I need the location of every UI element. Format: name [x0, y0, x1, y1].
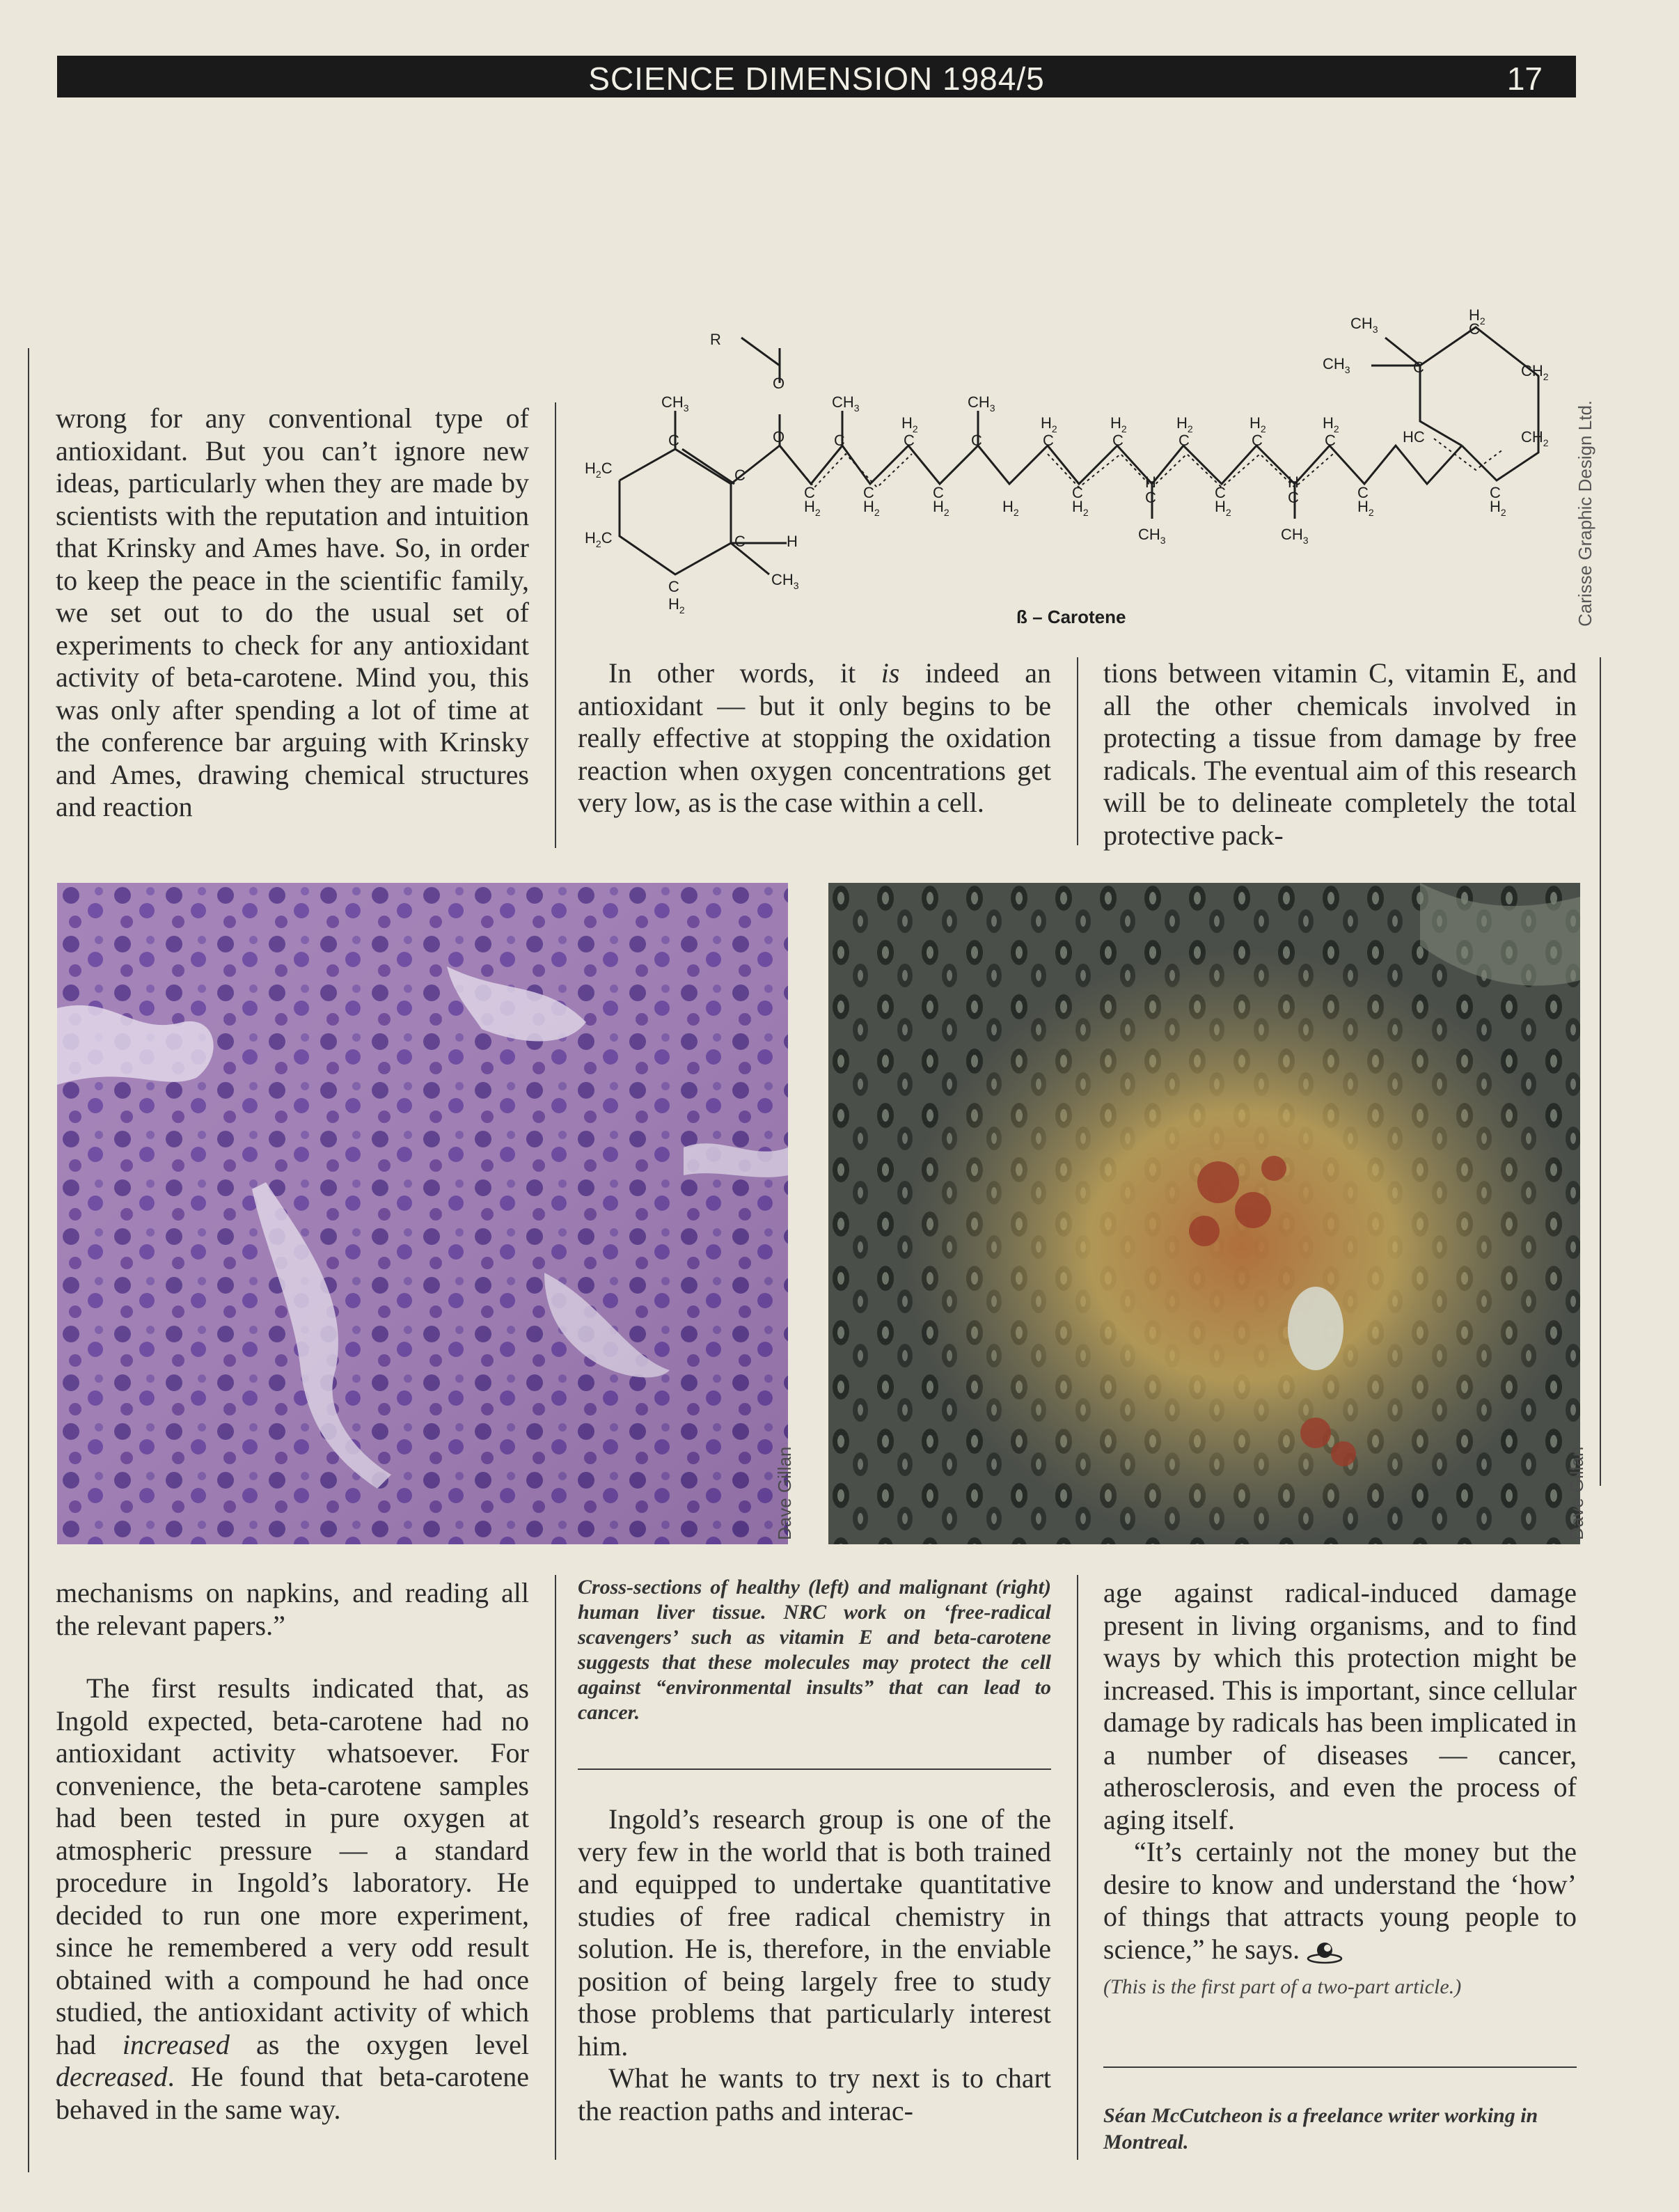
column-divider	[555, 402, 556, 848]
byline-rule	[1103, 2066, 1577, 2068]
svg-text:C: C	[904, 432, 915, 449]
svg-text:H2: $H_2$	[1250, 414, 1266, 434]
svg-text:C: C	[1469, 320, 1480, 338]
svg-text:H2: $H_2$	[804, 498, 821, 518]
svg-text:H2: $H_2$	[668, 595, 685, 615]
svg-text:H: H	[1288, 473, 1299, 491]
svg-text:C: C	[1145, 489, 1156, 506]
svg-text:H2C: $H_2C$	[585, 529, 613, 549]
svg-text:H2: $H_2$	[1323, 414, 1339, 434]
column-divider	[1077, 1575, 1078, 2160]
caption-rule	[578, 1768, 1051, 1770]
svg-text:C: C	[734, 466, 746, 484]
svg-text:H2: $H_2$	[1357, 498, 1374, 518]
science-dimension-end-icon	[1307, 1939, 1343, 1964]
svg-text:R: R	[710, 331, 721, 348]
svg-text:H2: $H_2$	[901, 414, 918, 434]
article-note: (This is the first part of a two-part article.)	[1103, 1975, 1462, 1998]
svg-text:CH3: $CH_3$	[661, 393, 689, 414]
photo-credit-left: Dave Gillan	[774, 1446, 795, 1540]
paragraph: “It’s certainly not the money but the desire to know and understand the ‘how’ of things that attracts young people to science,” he says.	[1103, 1836, 1577, 1965]
column-1-top	[56, 402, 529, 824]
svg-text:H2: $H_2$	[863, 498, 880, 518]
svg-text:O: O	[773, 428, 785, 446]
svg-text:C: C	[1179, 432, 1190, 449]
svg-text:C: C	[1112, 432, 1124, 449]
svg-text:H2: $H_2$	[1469, 306, 1485, 327]
svg-text:CH3: $CH_3$	[1281, 526, 1309, 546]
svg-text:H2: $H_2$	[1041, 414, 1057, 434]
page-number: 17	[1506, 61, 1543, 97]
paragraph: The first results indicated that, as Ingold expected, beta-carotene had no antioxidant activity whatsoever. For convenience, the beta-carotene samples had been tested in pure oxygen at atmospheric pressure — a standard procedure in Ingold’s laboratory. He decided to run one more experiment, since he remembered a very odd result obtained with a compound he had once studied, the antioxidant activity of which had increased as the oxygen level decreased. He found that beta-carotene behaved in the same way.	[56, 1672, 529, 2125]
svg-text:C: C	[1413, 359, 1424, 376]
svg-text:CH3: $CH_3$	[1350, 315, 1378, 335]
photo-credit-right: Dave Gillan	[1566, 1446, 1587, 1540]
svg-text:C: C	[1325, 432, 1336, 449]
column-3-bottom	[1103, 1577, 1577, 2004]
column-3-top	[1103, 657, 1577, 852]
paragraph: In other words, it is indeed an antioxidant — but it only begins to be really effective at stopping the oxidation reaction when oxygen concentrations get very low, as is the case within a cell.	[578, 657, 1051, 818]
column-2-bottom	[578, 1803, 1051, 2127]
svg-text:C: C	[668, 578, 679, 595]
svg-text:CH3: $CH_3$	[832, 393, 860, 414]
column-divider	[555, 1575, 556, 2160]
paragraph: mechanisms on napkins, and reading all the relevant papers.”	[56, 1577, 529, 1641]
svg-text:CH2: $CH_2$	[1521, 428, 1549, 448]
svg-text:C: C	[1072, 484, 1083, 501]
column-divider	[1077, 657, 1078, 845]
svg-text:O: O	[773, 375, 785, 392]
paragraph: age against radical-induced damage present in living organisms, and to find ways by which this protection might be increased. This is important, since cellular damage by radicals has been implicated in a number of diseases — cancer, atherosclerosis, and even the process of aging itself.	[1103, 1577, 1577, 1835]
svg-text:CH3: $CH_3$	[771, 571, 799, 591]
svg-text:C: C	[1252, 432, 1263, 449]
magazine-title: SCIENCE DIMENSION 1984/5	[588, 61, 1045, 97]
svg-text:C: C	[1357, 484, 1369, 501]
svg-text:C: C	[971, 432, 982, 449]
column-divider	[1600, 657, 1601, 1486]
svg-text:C: C	[1288, 489, 1299, 506]
svg-text:H2: $H_2$	[1002, 498, 1019, 518]
svg-text:H: H	[787, 533, 798, 550]
malignant-liver-tissue-photo	[828, 883, 1580, 1544]
svg-text:CH3: $CH_3$	[1323, 355, 1350, 375]
svg-text:C: C	[734, 533, 746, 550]
column-1-bottom	[56, 1577, 529, 2126]
healthy-liver-tissue-photo	[57, 883, 788, 1544]
svg-text:C: C	[1490, 484, 1501, 501]
svg-text:C: C	[863, 484, 874, 501]
column-2-top	[578, 657, 1051, 819]
svg-text:C: C	[804, 484, 815, 501]
beta-carotene-structure-diagram	[571, 299, 1587, 634]
svg-text:CH2: $CH_2$	[1521, 362, 1549, 382]
svg-text:HC: HC	[1403, 428, 1425, 446]
svg-text:H2: $H_2$	[1490, 498, 1506, 518]
svg-text:H2: $H_2$	[1110, 414, 1127, 434]
svg-text:C: C	[933, 484, 944, 501]
diagram-credit: Carisse Graphic Design Ltd.	[1575, 400, 1595, 627]
svg-text:C: C	[1043, 432, 1054, 449]
paragraph: Ingold’s research group is one of the very few in the world that is both trained and equipped to undertake quantitative studies of free radical chemistry in solution. He is, therefore, in the enviable position of being largely free to study those problems that particularly interest him.	[578, 1803, 1051, 2062]
paragraph: wrong for any conventional type of antioxidant. But you can’t ignore new ideas, particularly when they are made by scientists with the reputation and intuition that Krinsky and Ames have. So, in order to keep the peace in the scientific family, we set out to do the usual set of experiments to check for any antioxidant activity of beta-carotene. Mind you, this was only after spending a lot of time at the conference bar arguing with Krinsky and Ames, drawing chemical structures and reaction	[56, 402, 529, 822]
page-header	[57, 56, 1576, 97]
diagram-label: ß – Carotene	[1016, 606, 1126, 627]
svg-text:H: H	[1145, 473, 1156, 491]
svg-text:H2: $H_2$	[933, 498, 949, 518]
svg-text:C: C	[668, 432, 679, 449]
svg-text:C: C	[1215, 484, 1226, 501]
paragraph: What he wants to try next is to chart the reaction paths and interac-	[578, 2062, 1051, 2126]
svg-text:CH3: $CH_3$	[968, 393, 995, 414]
paragraph: tions between vitamin C, vitamin E, and all the other chemicals involved in protecting a tissue from damage by free radicals. The eventual aim of this research will be to delineate completely the total protective pack-	[1103, 657, 1577, 851]
svg-text:H2: $H_2$	[1215, 498, 1231, 518]
svg-text:H2C: $H_2C$	[585, 460, 613, 480]
page-gutter-line	[28, 348, 29, 2172]
author-byline: Séan McCutcheon is a freelance writer working in Montreal.	[1103, 2104, 1538, 2154]
svg-text:CH3: $CH_3$	[1138, 526, 1166, 546]
svg-text:H2: $H_2$	[1176, 414, 1193, 434]
photo-caption: Cross-sections of healthy (left) and malignant (right) human liver tissue. NRC work on ‘free-radical scavengers’ such as vitamin E and beta-carotene suggests that these molecules may protect the cell against “environmental insults” that can lead to cancer.	[578, 1576, 1051, 1724]
svg-text:C: C	[834, 432, 845, 449]
svg-text:H2: $H_2$	[1072, 498, 1089, 518]
